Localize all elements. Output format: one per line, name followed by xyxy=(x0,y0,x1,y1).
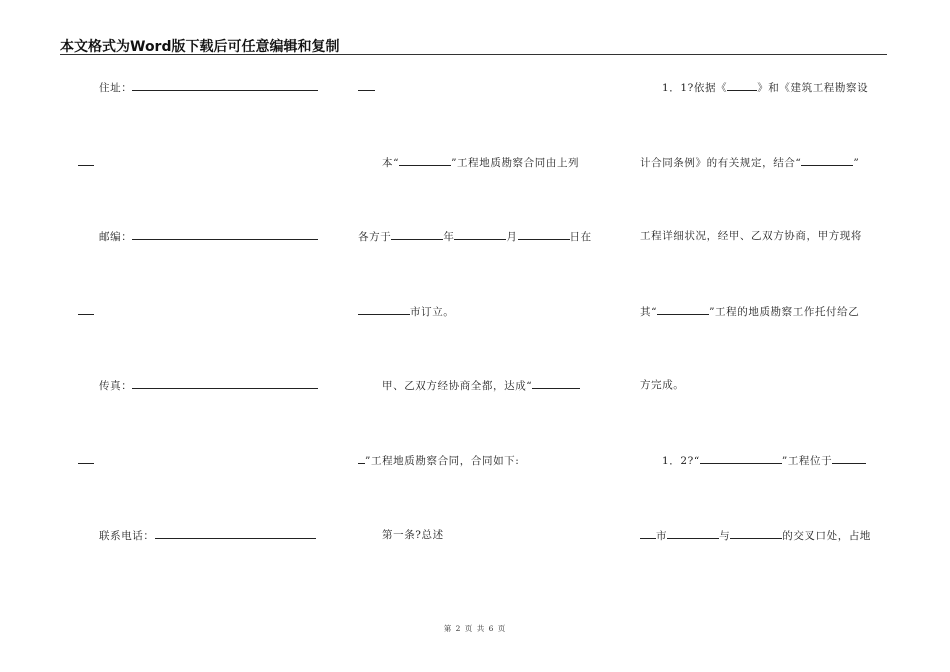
article-1-heading: 第一条?总述 xyxy=(382,529,444,541)
section-1-1-line-4 xyxy=(640,304,859,319)
contract-intro-line-1 xyxy=(382,155,579,170)
section-1-2-line-2 xyxy=(640,528,871,543)
col1-continuation-3 xyxy=(78,453,94,468)
address-line xyxy=(99,80,318,95)
phone-label: 联系电话： xyxy=(99,530,155,542)
text-segment: ”工程地质勘察合同，合同如下: xyxy=(365,455,520,467)
col1-continuation-2 xyxy=(78,304,94,319)
phone-line xyxy=(99,528,316,543)
road-2-blank xyxy=(730,528,782,539)
project-name-blank xyxy=(700,453,782,464)
contract-name-blank xyxy=(532,378,580,389)
section-1-2-line-1 xyxy=(662,453,866,468)
location-blank xyxy=(832,453,866,464)
text-segment: 各方于 xyxy=(358,231,392,243)
col2-continuation xyxy=(358,80,375,95)
text-segment: 》和《建筑工程勘察设 xyxy=(757,82,869,94)
city-blank xyxy=(358,304,410,315)
section-1-1-line-5: 方完成。 xyxy=(640,379,685,391)
text-segment: ”工程位于 xyxy=(781,455,833,467)
project-name-blank xyxy=(657,304,709,315)
text-segment: 与 xyxy=(719,530,731,542)
continuation-blank xyxy=(78,453,94,464)
contract-intro-line-2 xyxy=(358,229,592,244)
text-segment: 月 xyxy=(506,231,518,243)
section-1-1-line-1 xyxy=(662,80,868,95)
document-header-title: 本文格式为Word版下载后可任意编辑和复制 xyxy=(60,39,340,55)
text-segment: 日在 xyxy=(569,231,592,243)
continuation-blank xyxy=(640,528,656,539)
col1-continuation-1 xyxy=(78,155,94,170)
text-segment: 其“ xyxy=(640,306,658,318)
text-segment: 本“ xyxy=(382,157,400,169)
road-1-blank xyxy=(667,528,719,539)
continuation-blank xyxy=(358,80,375,91)
text-segment: 计合同条例》的有关规定，结合“ xyxy=(640,157,802,169)
continuation-blank xyxy=(78,304,94,315)
phone-blank xyxy=(155,528,316,539)
postcode-line xyxy=(99,229,318,244)
fax-label: 传真： xyxy=(99,380,133,392)
text-segment: 的交叉口处，占地 xyxy=(782,530,872,542)
project-name-blank xyxy=(399,155,451,166)
continuation-blank xyxy=(78,155,94,166)
text-segment: ”工程的地质勘察工作托付给乙 xyxy=(709,306,860,318)
fax-line xyxy=(99,378,318,393)
postcode-blank xyxy=(132,229,318,240)
text-segment: 市 xyxy=(656,530,668,542)
header-divider xyxy=(60,54,887,55)
law-name-blank xyxy=(727,80,757,91)
text-segment: 1．2?“ xyxy=(662,455,700,467)
section-1-1-line-3: 工程详细状况，经甲、乙双方协商，甲方现将 xyxy=(640,230,862,242)
section-1-1-line-2 xyxy=(640,155,859,170)
agreement-line-1 xyxy=(382,378,580,393)
address-blank xyxy=(132,80,318,91)
year-blank xyxy=(391,229,443,240)
text-segment: 甲、乙双方经协商全都，达成“ xyxy=(382,380,533,392)
fax-blank xyxy=(132,378,318,389)
address-label: 住址： xyxy=(99,82,133,94)
month-blank xyxy=(454,229,506,240)
text-segment: 年 xyxy=(443,231,455,243)
text-segment: 市订立。 xyxy=(410,306,455,318)
continuation-blank xyxy=(358,453,365,464)
day-blank xyxy=(518,229,570,240)
project-name-blank xyxy=(801,155,853,166)
text-segment: ”工程地质勘察合同由上列 xyxy=(451,157,580,169)
page-number: 第 2 页 共 6 页 xyxy=(443,624,507,633)
agreement-line-2 xyxy=(358,453,519,468)
text-segment: 1．1?依据《 xyxy=(662,82,728,94)
postcode-label: 邮编： xyxy=(99,231,133,243)
contract-intro-line-3 xyxy=(358,304,454,319)
text-segment: ” xyxy=(853,157,860,169)
